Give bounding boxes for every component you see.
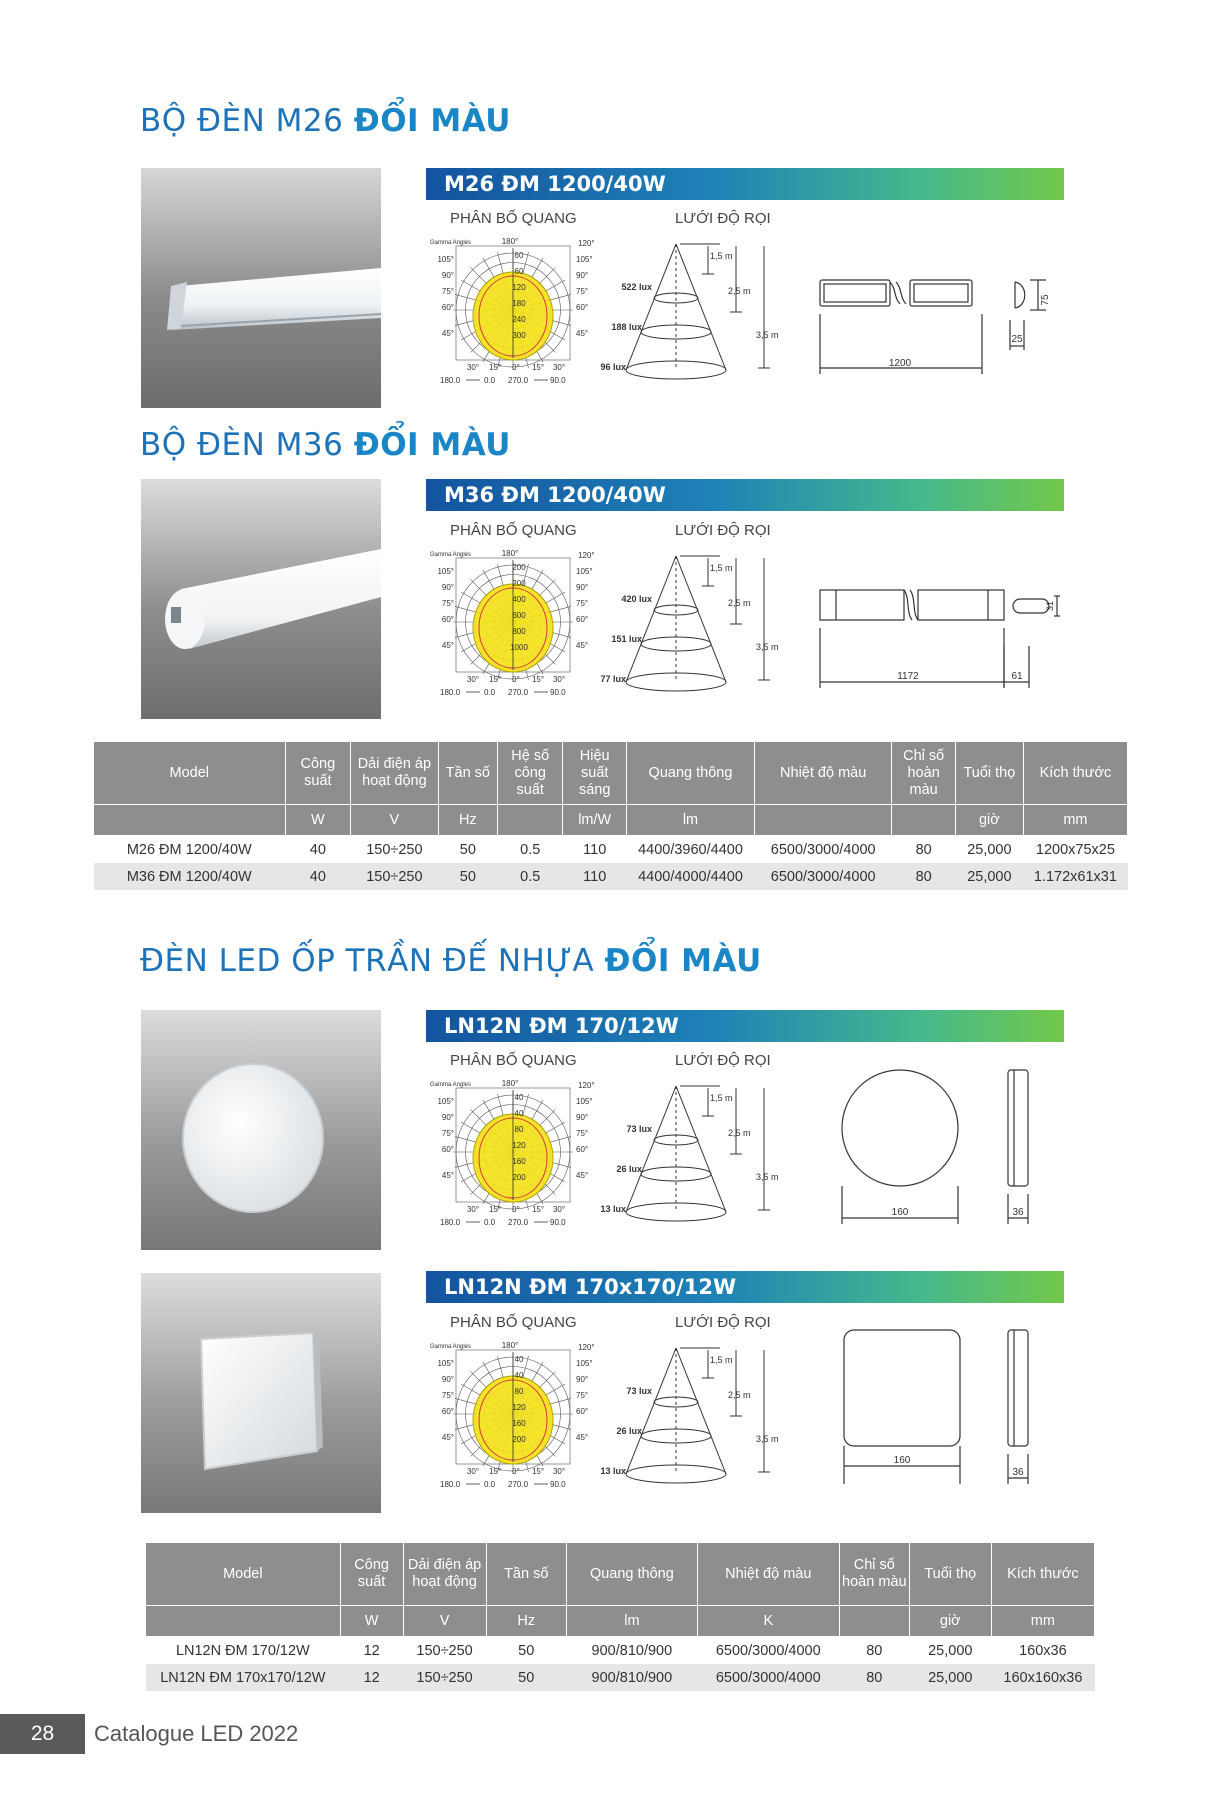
table-cell: M26 ĐM 1200/40W [126, 841, 252, 858]
polar-legend: 0.0 [484, 376, 496, 385]
header-cell: Hiệu suất sáng [563, 742, 627, 805]
dimension-drawing-m36 [810, 582, 1060, 692]
polar-angle-bottom: 30° [552, 1467, 566, 1476]
polar-legend: 0.0 [484, 1218, 496, 1227]
polar-gamma-label: Gamma Angles [430, 1082, 472, 1088]
unit-cell: Hz [486, 1606, 566, 1637]
table-cell: 1200x75x25 [1035, 841, 1115, 858]
table-cell: 900/810/900 [591, 1642, 673, 1659]
polar-angle-top: 180° [501, 1079, 519, 1088]
table-cell: 25,000 [955, 863, 1023, 890]
lux-value: 188 lux [611, 322, 642, 332]
table-cell: 0.5 [520, 841, 541, 858]
polar-value: 120 [512, 1141, 526, 1150]
distribution-label: PHÂN BỐ QUANG [450, 1314, 577, 1331]
polar-angle-left: 60° [441, 303, 454, 312]
polar-angle-left: 75° [441, 1129, 454, 1138]
section-title-m26: BỘ ĐÈN M26 ĐỔI MÀU [140, 103, 511, 139]
header-cell: Tần số [486, 1543, 566, 1606]
polar-angle-right: 105° [576, 1359, 593, 1368]
header-cell: Tần số [438, 742, 497, 805]
polar-angle-right: 105° [576, 255, 593, 264]
polar-angle-left: 45° [441, 1171, 454, 1180]
polar-legend: 90.0 [550, 1218, 566, 1227]
dimension-width: 25 [1011, 334, 1023, 345]
polar-value: 600 [512, 611, 526, 620]
unit-cell [94, 805, 286, 836]
polar-value: 40 [514, 1109, 524, 1118]
table-cell: 110 [563, 863, 627, 890]
unit-cell: V [351, 805, 439, 836]
table-cell: 150÷250 [416, 1642, 473, 1659]
unit-cell: giờ [955, 805, 1023, 836]
table-cell: 40 [285, 863, 351, 890]
header-cell: Model [146, 1543, 341, 1606]
polar-angle-bottom: 15° [531, 363, 545, 372]
polar-angle-bottom: 30° [552, 363, 566, 372]
footer-title: Catalogue LED 2022 [94, 1721, 299, 1746]
polar-value: 60 [514, 251, 524, 260]
polar-legend: 0.0 [484, 1480, 496, 1489]
unit-cell: V [403, 1606, 486, 1637]
polar-value: 200 [512, 1435, 526, 1444]
polar-angle-bottom: 30° [552, 675, 566, 684]
table-cell: 6500/3000/4000 [697, 1664, 839, 1691]
grid-label: LƯỚI ĐỘ RỌI [675, 1052, 771, 1069]
lux-value: 151 lux [611, 634, 642, 644]
polar-angle-bottom: 30° [552, 1205, 566, 1214]
polar-value: 40 [514, 1371, 524, 1380]
polar-angle-right: 45° [576, 1433, 589, 1442]
illuminance-cone-m26 [596, 234, 806, 384]
polar-value: 300 [512, 331, 526, 340]
cone-distance: 2,5 m [728, 1390, 751, 1400]
spec-table-tube [93, 741, 1128, 890]
unit-cell [892, 805, 956, 836]
header-cell: Hệ số công suất [498, 742, 563, 805]
polar-angle-left: 90° [441, 583, 454, 592]
lux-value: 522 lux [621, 282, 652, 292]
dimension-depth: 36 [1012, 1207, 1024, 1218]
cone-distance: 2,5 m [728, 286, 751, 296]
polar-value: 40 [514, 1093, 524, 1102]
polar-angle-bottom: 0° [512, 363, 520, 372]
cone-distance: 1,5 m [710, 1355, 733, 1365]
grid-label: LƯỚI ĐỘ RỌI [675, 210, 771, 227]
polar-angle-left: 90° [441, 271, 454, 280]
table-cell: LN12N ĐM 170/12W [175, 1642, 310, 1659]
table-cell: 25,000 [909, 1664, 991, 1691]
header-cell: Chỉ số hoàn màu [839, 1543, 909, 1606]
polar-angle-left: 105° [437, 1097, 454, 1106]
header-cell: Quang thông [566, 1543, 697, 1606]
table-cell: 6500/3000/4000 [754, 863, 891, 890]
lux-value: 73 lux [626, 1124, 652, 1134]
polar-legend: 90.0 [550, 688, 566, 697]
polar-angle-bottom: 30° [466, 675, 480, 684]
polar-legend: 90.0 [550, 1480, 566, 1489]
lux-value: 73 lux [626, 1386, 652, 1396]
table-cell: 50 [518, 1642, 535, 1659]
distribution-label: PHÂN BỐ QUANG [450, 522, 577, 539]
spec-table-ceiling [145, 1542, 1095, 1691]
polar-legend: 90.0 [550, 376, 566, 385]
polar-angle-bottom: 15° [531, 1205, 545, 1214]
polar-value: 120 [512, 283, 526, 292]
polar-legend: 180.0 [440, 688, 461, 697]
polar-angle-bottom: 15° [488, 363, 502, 372]
polar-value: 800 [512, 627, 526, 636]
polar-angle-right: 75° [576, 287, 589, 296]
polar-angle-right: 75° [576, 1391, 589, 1400]
cone-distance: 3,5 m [756, 1172, 779, 1182]
table-cell: 1.172x61x31 [1023, 863, 1127, 890]
polar-diagram-ln12n-square [428, 1338, 598, 1493]
polar-value: 60 [514, 267, 524, 276]
header-cell: Nhiệt độ màu [697, 1543, 839, 1606]
unit-cell: Hz [438, 805, 497, 836]
unit-cell: giờ [909, 1606, 991, 1637]
lux-value: 77 lux [600, 674, 626, 684]
header-cell: Chỉ số hoàn màu [892, 742, 956, 805]
polar-angle-right: 45° [576, 641, 589, 650]
header-cell: Tuổi thọ [955, 742, 1023, 805]
unit-cell: mm [991, 1606, 1094, 1637]
unit-cell: lm/W [563, 805, 627, 836]
polar-value: 400 [512, 595, 526, 604]
polar-angle-left: 90° [441, 1375, 454, 1384]
table-cell: 12 [363, 1642, 380, 1659]
polar-angle-left: 75° [441, 287, 454, 296]
distribution-label: PHÂN BỐ QUANG [450, 210, 577, 227]
polar-angle-right-top: 120° [578, 551, 595, 560]
header-cell: Công suất [285, 742, 351, 805]
header-cell: Dải điện áp hoạt động [403, 1543, 486, 1606]
grid-label: LƯỚI ĐỘ RỌI [675, 1314, 771, 1331]
polar-angle-bottom: 30° [466, 363, 480, 372]
table-cell: 160x160x36 [991, 1664, 1094, 1691]
table-cell: 160x36 [1019, 1642, 1067, 1659]
table-cell: 4400/4000/4400 [627, 863, 755, 890]
dimension-length: 1172 [897, 671, 919, 682]
illuminance-cone-ln12n-round [596, 1076, 806, 1226]
model-bar-ln12n-round: LN12N ĐM 170/12W [426, 1010, 1064, 1042]
dimension-drawing-ln12n-round [840, 1066, 1040, 1226]
header-cell: Model [94, 742, 286, 805]
polar-legend: 0.0 [484, 688, 496, 697]
polar-value: 120 [512, 1403, 526, 1412]
polar-angle-right: 90° [576, 1113, 589, 1122]
cone-distance: 1,5 m [710, 1093, 733, 1103]
unit-cell: lm [566, 1606, 697, 1637]
header-cell: Kích thước [991, 1543, 1094, 1606]
lux-value: 13 lux [600, 1466, 626, 1476]
polar-angle-left: 105° [437, 567, 454, 576]
lux-value: 420 lux [621, 594, 652, 604]
polar-value: 1000 [510, 643, 528, 652]
polar-value: 160 [512, 1419, 526, 1428]
table-cell: 0.5 [498, 863, 563, 890]
illuminance-cone-ln12n-square [596, 1338, 806, 1488]
polar-gamma-label: Gamma Angles [430, 552, 472, 558]
header-cell: Tuổi thọ [909, 1543, 991, 1606]
cone-distance: 2,5 m [728, 598, 751, 608]
header-cell: Kích thước [1023, 742, 1127, 805]
product-photo-m36 [141, 479, 381, 719]
table-units-row [146, 1606, 1095, 1637]
polar-angle-left: 105° [437, 1359, 454, 1368]
table-cell: 25,000 [967, 841, 1012, 858]
polar-value: 80 [514, 1387, 524, 1396]
polar-legend: 270.0 [508, 1218, 529, 1227]
dimension-height: 31 [1045, 600, 1055, 612]
polar-angle-bottom: 15° [488, 675, 502, 684]
table-cell: 80 [892, 863, 956, 890]
polar-value: 200 [512, 579, 526, 588]
table-cell: 12 [340, 1664, 403, 1691]
table-cell: 150÷250 [351, 863, 439, 890]
polar-angle-left: 75° [441, 599, 454, 608]
cone-distance: 3,5 m [756, 330, 779, 340]
polar-angle-bottom: 15° [531, 675, 545, 684]
table-cell: 25,000 [928, 1642, 973, 1659]
polar-angle-top: 180° [501, 237, 519, 246]
table-cell: 150÷250 [403, 1664, 486, 1691]
polar-angle-left: 45° [441, 1433, 454, 1442]
polar-angle-right: 90° [576, 271, 589, 280]
table-units-row [94, 805, 1128, 836]
unit-cell [146, 1606, 341, 1637]
polar-angle-bottom: 15° [488, 1205, 502, 1214]
polar-angle-right-top: 120° [578, 1081, 595, 1090]
polar-diagram-m26 [428, 234, 598, 389]
header-cell: Dải điện áp hoạt động [351, 742, 439, 805]
model-bar-m26: M26 ĐM 1200/40W [426, 168, 1064, 200]
unit-cell: mm [1023, 805, 1127, 836]
dimension-length: 1200 [888, 358, 912, 369]
product-photo-ln12n-square [141, 1273, 381, 1513]
polar-legend: 270.0 [508, 376, 529, 385]
polar-legend: 180.0 [440, 1218, 461, 1227]
header-cell: Nhiệt độ màu [754, 742, 891, 805]
model-bar-ln12n-square: LN12N ĐM 170x170/12W [426, 1271, 1064, 1303]
lux-value: 26 lux [616, 1426, 642, 1436]
polar-gamma-label: Gamma Angles [430, 240, 472, 246]
section-title-m36: BỘ ĐÈN M36 ĐỔI MÀU [140, 427, 511, 463]
polar-angle-bottom: 30° [466, 1205, 480, 1214]
polar-diagram-m36 [428, 546, 598, 701]
unit-cell [754, 805, 891, 836]
cone-distance: 1,5 m [710, 563, 733, 573]
dimension-side: 160 [893, 1455, 911, 1466]
grid-label: LƯỚI ĐỘ RỌI [675, 522, 771, 539]
unit-cell: lm [627, 805, 755, 836]
polar-diagram-ln12n-round [428, 1076, 598, 1231]
dimension-depth: 36 [1012, 1467, 1024, 1478]
polar-angle-left: 45° [441, 329, 454, 338]
table-row [146, 1664, 1095, 1691]
polar-angle-left: 90° [441, 1113, 454, 1122]
polar-angle-right: 75° [576, 1129, 589, 1138]
product-photo-ln12n-round [141, 1010, 381, 1250]
table-cell: 6500/3000/4000 [770, 841, 876, 858]
page-number: 28 [0, 1714, 85, 1754]
table-cell: 110 [583, 841, 607, 858]
unit-cell: K [697, 1606, 839, 1637]
polar-value: 180 [512, 299, 526, 308]
header-cell: Công suất [340, 1543, 403, 1606]
table-cell: M36 ĐM 1200/40W [94, 863, 286, 890]
polar-angle-bottom: 0° [512, 675, 520, 684]
cone-distance: 3,5 m [756, 642, 779, 652]
table-cell: LN12N ĐM 170x170/12W [146, 1664, 341, 1691]
header-cell: Quang thông [627, 742, 755, 805]
polar-angle-right: 75° [576, 599, 589, 608]
polar-angle-top: 180° [501, 549, 519, 558]
table-header-row [146, 1543, 1095, 1606]
table-cell: 900/810/900 [566, 1664, 697, 1691]
polar-angle-right: 60° [576, 303, 589, 312]
polar-angle-bottom: 0° [512, 1205, 520, 1214]
polar-value: 80 [514, 1125, 524, 1134]
polar-angle-left: 45° [441, 641, 454, 650]
polar-value: 240 [512, 315, 526, 324]
model-bar-m36: M36 ĐM 1200/40W [426, 479, 1064, 511]
polar-angle-right-top: 120° [578, 239, 595, 248]
table-row [94, 863, 1128, 890]
unit-cell: W [340, 1606, 403, 1637]
table-cell: 40 [309, 841, 326, 858]
polar-angle-left: 75° [441, 1391, 454, 1400]
lux-value: 96 lux [600, 362, 626, 372]
polar-legend: 270.0 [508, 1480, 529, 1489]
polar-angle-left: 105° [437, 255, 454, 264]
polar-angle-right: 60° [576, 1407, 589, 1416]
polar-value: 40 [514, 1355, 524, 1364]
table-cell: 50 [438, 863, 497, 890]
table-row [94, 836, 1128, 864]
polar-gamma-label: Gamma Angles [430, 1344, 472, 1350]
table-cell: 50 [486, 1664, 566, 1691]
polar-angle-bottom: 0° [512, 1467, 520, 1476]
table-cell: 80 [915, 841, 932, 858]
polar-angle-right-top: 120° [578, 1343, 595, 1352]
polar-angle-right: 90° [576, 1375, 589, 1384]
polar-legend: 270.0 [508, 688, 529, 697]
lux-value: 26 lux [616, 1164, 642, 1174]
dimension-width: 61 [1011, 671, 1023, 682]
polar-value: 200 [512, 1173, 526, 1182]
table-header-row [94, 742, 1128, 805]
illuminance-cone-m36 [596, 546, 806, 696]
polar-angle-left: 60° [441, 1407, 454, 1416]
table-cell: 150÷250 [366, 841, 423, 858]
dimension-drawing-m26 [810, 270, 1060, 380]
cone-distance: 3,5 m [756, 1434, 779, 1444]
dimension-height: 75 [1040, 294, 1051, 306]
polar-angle-bottom: 15° [488, 1467, 502, 1476]
section-title-ceiling: ĐÈN LED ỐP TRẦN ĐẾ NHỰA ĐỔI MÀU [140, 943, 762, 979]
lux-value: 13 lux [600, 1204, 626, 1214]
polar-value: 200 [512, 563, 526, 572]
polar-angle-right: 45° [576, 329, 589, 338]
polar-legend: 180.0 [440, 1480, 461, 1489]
dimension-drawing-ln12n-square [840, 1326, 1040, 1486]
polar-value: 160 [512, 1157, 526, 1166]
unit-cell [498, 805, 563, 836]
polar-angle-right: 45° [576, 1171, 589, 1180]
polar-angle-right: 60° [576, 615, 589, 624]
table-row [146, 1637, 1095, 1665]
polar-legend: 180.0 [440, 376, 461, 385]
unit-cell: W [285, 805, 351, 836]
table-cell: 80 [839, 1664, 909, 1691]
polar-angle-right: 105° [576, 567, 593, 576]
polar-angle-right: 105° [576, 1097, 593, 1106]
dimension-diameter: 160 [891, 1207, 909, 1218]
polar-angle-bottom: 30° [466, 1467, 480, 1476]
product-photo-m26 [141, 168, 381, 408]
table-cell: 50 [459, 841, 476, 858]
polar-angle-top: 180° [501, 1341, 519, 1350]
table-cell: 4400/3960/4400 [638, 841, 743, 858]
polar-angle-right: 90° [576, 583, 589, 592]
cone-distance: 1,5 m [710, 251, 733, 261]
table-cell: 6500/3000/4000 [715, 1642, 821, 1659]
polar-angle-right: 60° [576, 1145, 589, 1154]
distribution-label: PHÂN BỐ QUANG [450, 1052, 577, 1069]
polar-angle-bottom: 15° [531, 1467, 545, 1476]
unit-cell [839, 1606, 909, 1637]
polar-angle-left: 60° [441, 1145, 454, 1154]
polar-angle-left: 60° [441, 615, 454, 624]
cone-distance: 2,5 m [728, 1128, 751, 1138]
table-cell: 80 [866, 1642, 883, 1659]
